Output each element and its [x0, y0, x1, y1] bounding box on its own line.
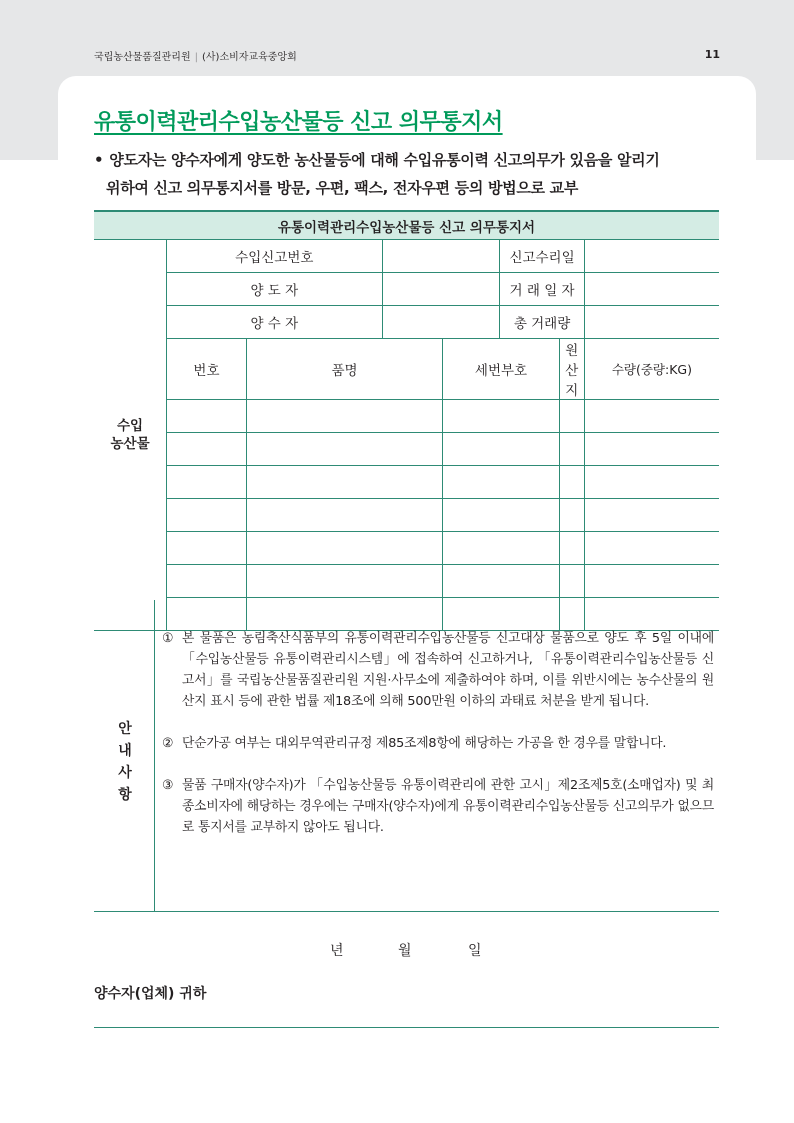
- cell[interactable]: [443, 466, 560, 499]
- date-year-label: 년: [330, 943, 344, 959]
- cell[interactable]: [559, 532, 584, 565]
- col-header-item-name: 품명: [246, 339, 442, 400]
- cell[interactable]: [584, 565, 719, 598]
- cell[interactable]: [584, 499, 719, 532]
- col-header-hs-code: 세번부호: [443, 339, 560, 400]
- notification-form: [94, 210, 719, 631]
- table-row: [94, 499, 719, 532]
- cell[interactable]: [246, 499, 442, 532]
- trade-date-label: 거 래 일 자: [500, 273, 584, 306]
- cell[interactable]: [559, 565, 584, 598]
- col-header-origin: 원산지: [559, 339, 584, 400]
- header-org-1: 국립농산물품질관리원: [94, 52, 191, 63]
- cell[interactable]: [167, 466, 247, 499]
- cell[interactable]: [246, 400, 442, 433]
- cell[interactable]: [559, 400, 584, 433]
- notice-item-2: ② 단순가공 여부는 대외무역관리규정 제85조제8항에 해당하는 가공을 한 경우를 말합니다.: [162, 736, 667, 751]
- bottom-divider: [94, 1027, 719, 1028]
- cell[interactable]: [443, 433, 560, 466]
- cell[interactable]: [584, 466, 719, 499]
- table-row: [94, 532, 719, 565]
- cell[interactable]: [443, 499, 560, 532]
- running-header: [94, 48, 297, 63]
- cell[interactable]: [559, 433, 584, 466]
- notice-side-column: [94, 600, 155, 911]
- bullet-paragraph: [94, 146, 734, 202]
- date-day-label: 일: [468, 943, 482, 959]
- transferor-field[interactable]: [382, 273, 500, 306]
- cell[interactable]: [584, 433, 719, 466]
- cell[interactable]: [167, 499, 247, 532]
- import-no-label: 수입신고번호: [167, 240, 382, 273]
- cell[interactable]: [584, 400, 719, 433]
- cell[interactable]: [559, 466, 584, 499]
- notice-item-1: ① 본 물품은 농림축산식품부의 유통이력관리수입농산물등 신고대상 물품으로 양도 후 5일 이내에 「수입농산물등 유통이력관리시스템」에 접속하여 신고하거나, 「유통이력관리수입농산물등 신고서」를 국립농산물품질관리원 지원·사무소에 제출하여야 하며, 이를 위반시에는 농수산물의 원산지 표시 등에 관한 법률 제18조에 의해 500만원 이하의 과태료 처분을 받게 됩니다.: [162, 631, 714, 709]
- table-row: [94, 400, 719, 433]
- accept-date-field[interactable]: [584, 240, 719, 273]
- total-qty-field[interactable]: [584, 306, 719, 339]
- table-row: [94, 466, 719, 499]
- cell[interactable]: [443, 400, 560, 433]
- cell[interactable]: [167, 532, 247, 565]
- accept-date-label: 신고수리일: [500, 240, 584, 273]
- cell[interactable]: [246, 532, 442, 565]
- notice-section: [94, 600, 719, 912]
- recipient-label: 양수자(업체) 귀하: [94, 986, 207, 1002]
- page-title: 유통이력관리수입농산물등 신고 의무통지서: [94, 110, 503, 135]
- bullet-line-2: 위하여 신고 의무통지서를 방문, 우편, 팩스, 전자우편 등의 방법으로 교부: [106, 179, 579, 197]
- cell[interactable]: [167, 565, 247, 598]
- col-header-number: 번호: [167, 339, 247, 400]
- cell[interactable]: [246, 433, 442, 466]
- transferee-label: 양 수 자: [167, 306, 382, 339]
- total-qty-label: 총 거래량: [500, 306, 584, 339]
- notice-items: [162, 628, 714, 859]
- cell[interactable]: [584, 532, 719, 565]
- cell[interactable]: [246, 466, 442, 499]
- form-table: [94, 210, 719, 631]
- cell[interactable]: [246, 565, 442, 598]
- notice-label: 안 내 사 항: [118, 721, 132, 803]
- page-number: 11: [704, 48, 720, 61]
- col-header-quantity: 수량(중량:KG): [584, 339, 719, 400]
- transferee-field[interactable]: [382, 306, 500, 339]
- trade-date-field[interactable]: [584, 273, 719, 306]
- date-month-label: 월: [398, 943, 412, 959]
- table-row: [94, 565, 719, 598]
- header-org-2: (사)소비자교육중앙회: [201, 52, 297, 63]
- cell[interactable]: [443, 565, 560, 598]
- bullet-marker: •: [94, 151, 104, 169]
- form-header: 유통이력관리수입농산물등 신고 의무통지서: [94, 211, 719, 240]
- import-no-field[interactable]: [382, 240, 500, 273]
- side-label-imported: 수입 농산물: [94, 240, 167, 631]
- cell[interactable]: [559, 499, 584, 532]
- table-row: [94, 433, 719, 466]
- notice-item-3: ③ 물품 구매자(양수자)가 「수입농산물등 유통이력관리에 관한 고시」제2조제5호(소매업자) 및 최종소비자에 해당하는 경우에는 구매자(양수자)에게 유통이력관리수입농산물등 신고의무가 없으므로 통지서를 교부하지 않아도 됩니다.: [162, 778, 714, 835]
- cell[interactable]: [167, 433, 247, 466]
- transferor-label: 양 도 자: [167, 273, 382, 306]
- cell[interactable]: [443, 532, 560, 565]
- cell[interactable]: [167, 400, 247, 433]
- header-separator: |: [194, 52, 198, 63]
- bullet-line-1: • 양도자는 양수자에게 양도한 농산물등에 대해 수입유통이력 신고의무가 있음을 알리기: [94, 151, 660, 169]
